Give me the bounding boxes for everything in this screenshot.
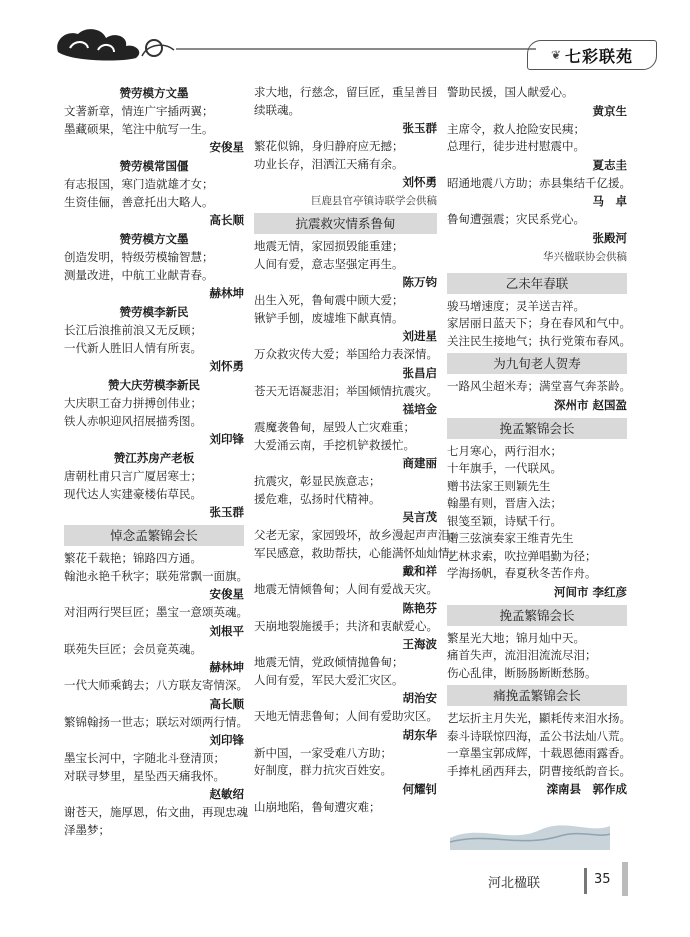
author-name: 吴言茂: [402, 510, 437, 524]
author-name: 高长顺: [209, 696, 244, 711]
couplet-line: 续联魂。: [254, 102, 300, 117]
author-name: 安俊星: [209, 587, 244, 601]
couplet-line: 联苑失巨匠；会员竟英魂。: [64, 641, 202, 656]
journal-name: 河北楹联: [488, 876, 541, 891]
contributor-note: 华兴楹联协会供稿: [543, 250, 627, 263]
author-name: 刘进星: [402, 329, 437, 343]
author-name: 戴和祥: [402, 564, 437, 578]
author-name: 胡治安: [402, 691, 437, 705]
couplet-line: 天崩地裂施援手；共济和衷献爱心。: [254, 618, 438, 633]
couplet-line: 十年旗手，一代联风。: [447, 461, 562, 475]
author-name: 张玉群: [402, 121, 437, 135]
couplet-line: 抗震灾，彰显民族意志；: [254, 474, 381, 488]
couplet-line: 地震无情，党政倾情抛鲁甸；: [254, 655, 404, 669]
couplet-line: 地震无情，家园损毁能重建；: [254, 239, 404, 253]
couplet-line: 地震无情倾鲁甸；人间有爱战天灾。: [254, 582, 438, 596]
couplet-line: 山崩地陷，鲁甸遭灾难；: [254, 799, 381, 814]
couplet-line: 痛首失声，流泪泪流流尽泪；: [447, 648, 597, 662]
couplet-line: 家居丽日蓝天下；身在春风和气中。: [447, 316, 631, 330]
section-banner: 悼念孟繁锦会长: [64, 525, 244, 546]
couplet-line: 繁花千载艳；锦路四方通。: [64, 551, 202, 565]
couplet-line: 墨藏硕果，笔注中航写一生。: [64, 121, 214, 136]
couplet-title: 赞劳模方文墨: [119, 86, 189, 100]
couplet-line: 文著新章，情连广宇插两翼；: [64, 104, 214, 118]
couplet-line: 一章墨宝郭成辉，十载恩德雨露香。: [447, 746, 631, 760]
author-name: 刘印锋: [209, 733, 244, 747]
author-name: 夏志圭: [592, 157, 627, 172]
couplet-line: 警助民援，国人献爱心。: [447, 85, 574, 99]
page-footer: [0, 860, 690, 937]
section-banner: 挽孟繁锦会长: [447, 418, 627, 439]
author-name: 张殿河: [592, 230, 627, 245]
section-title: 七彩联苑: [565, 46, 634, 66]
couplet-line: 好制度，群力抗灾百姓安。: [254, 763, 392, 777]
author-name: 滦南县 郭作成: [546, 782, 627, 796]
couplet-line: 人间有爱，意志坚强定再生。: [254, 256, 404, 271]
couplet-line: 翰墨有则，晋唐入法；: [447, 496, 562, 510]
author-name: 刘根平: [209, 623, 244, 638]
author-name: 刘印锋: [209, 432, 244, 446]
header-rule: [176, 48, 536, 50]
couplet-line: 繁花似锦，身归静府应无撼；: [254, 139, 404, 153]
couplet-line: 墨宝长河中，字随北斗登清顶；: [64, 751, 225, 765]
couplet-line: 求大地，行慈念，留巨匠，重呈善目: [254, 85, 438, 99]
couplet-line: 繁星光大地；锦月灿中天。: [447, 630, 585, 645]
couplet-line: 援危难，弘扬时代精神。: [254, 491, 381, 506]
couplet-title: 赞劳模李新民: [119, 305, 189, 319]
couplet-line: 苍天无语凝悲泪；举国倾情抗震灾。: [254, 383, 438, 398]
couplet-title: 赞江苏房产老板: [113, 451, 195, 465]
section-banner: 乙未年春联: [447, 273, 627, 294]
author-name: 商建丽: [402, 456, 437, 470]
couplet-line: 手捧札函西拜去，阴曹接纸韵音长。: [447, 763, 631, 778]
couplet-line: 赠三弦演奏家王维青先生: [447, 531, 574, 545]
footer-divider: [584, 868, 587, 894]
couplet-line: 大庆职工奋力拼搏创伟业；: [64, 396, 202, 410]
couplet-line: 鲁甸遭强震；灾民系党心。: [447, 212, 585, 226]
couplet-line: 艺坛折主月失光，顯耗传来泪水扬。: [447, 711, 631, 725]
couplet-line: 繁锦翰扬一世志；联坛对颂两行情。: [64, 714, 248, 729]
author-name: 安俊星: [209, 140, 244, 154]
author-name: 赫林坤: [209, 286, 244, 300]
couplet-line: 天地无情悲鲁甸；人间有爱助灾区。: [254, 709, 438, 723]
column-right: [447, 84, 631, 799]
couplet-line: 泽墨梦；: [64, 822, 110, 837]
couplet-title: 赞大庆劳模李新民: [108, 378, 200, 392]
section-banner: 为九旬老人贺寿: [447, 353, 627, 374]
couplet-line: 艺林求索，吹拉弹唱勤为径；: [447, 548, 597, 563]
page-header: [0, 0, 690, 80]
couplet-line: 现代达人实建豪楼佑草民。: [64, 486, 202, 501]
couplet-line: 创造发明，特级劳模输智慧；: [64, 250, 214, 264]
column-middle: [254, 84, 461, 816]
contributor-note: 巨鹿县官亭镇诗联学会供稿: [311, 195, 437, 207]
couplet-line: 唐朝杜甫只言广厦居寒士；: [64, 469, 202, 483]
couplet-line: 生资佳俪，善意托出大略人。: [64, 194, 214, 209]
author-name: 深州市 赵国盈: [553, 397, 627, 412]
couplet-line: 骏马增速度；灵羊送吉祥。: [447, 298, 585, 313]
couplet-line: 昭通地震八方助；赤县集结千亿援。: [447, 175, 631, 190]
couplet-line: 总理行，徒步进村慰震中。: [447, 139, 585, 153]
author-name: 王海波: [402, 637, 437, 651]
couplet-line: 铁人赤帜迎风招展描秀图。: [64, 413, 202, 428]
author-name: 马 卓: [592, 194, 627, 208]
author-name: 禚培金: [402, 402, 437, 416]
section-banner: 挽孟繁锦会长: [447, 605, 627, 626]
column-left: [64, 84, 248, 839]
ink-cloud-ornament-icon: [52, 22, 182, 64]
couplet-line: 锹铲手刨，废墟堆下献真情。: [254, 310, 404, 325]
couplet-line: 伤心乱律，断肠肠断断愁肠。: [447, 665, 597, 680]
author-name: 河间市 李红彦: [553, 584, 627, 599]
couplet-line: 新中国，一家受难八方助；: [254, 745, 392, 760]
couplet-line: 人间有爱，军民大爱汇灾区。: [254, 672, 404, 687]
couplet-line: 一代大师乘鹤去；八方联友寄情深。: [64, 678, 248, 692]
author-name: 张玉群: [209, 505, 244, 519]
couplet-line: 父老无家，家园毁坏，故乡漫起声声泪；: [254, 528, 461, 542]
page-number: 35: [594, 872, 611, 887]
couplet-line: 七月寒心，两行泪水；: [447, 443, 562, 458]
couplet-title: 赞劳模方文墨: [119, 232, 189, 246]
author-name: 张昌启: [402, 365, 437, 380]
couplet-line: 震魔袭鲁甸，屋毁人亡灾难重；: [254, 420, 415, 434]
couplet-line: 翰池永艳千秋字；联苑常飘一面旗。: [64, 568, 248, 583]
couplet-title: 赞劳模常国僵: [119, 159, 189, 173]
couplet-line: 测量改进，中航工业献青春。: [64, 267, 214, 282]
section-banner: 痛挽孟繁锦会长: [447, 685, 627, 706]
couplet-line: 学海扬帆，春夏秋冬苦作舟。: [447, 566, 597, 580]
couplet-line: 大爱涌云南，手挖机铲救援忙。: [254, 437, 415, 452]
couplet-line: 功业长存，泪洒江天痛有余。: [254, 156, 404, 171]
section-tag: [527, 40, 657, 70]
author-name: 黄京生: [592, 103, 627, 118]
page-edge-bar: [622, 862, 628, 896]
couplet-line: 一路风尘超米寿；满堂喜气奔茶龄。: [447, 379, 631, 393]
couplet-line: 一代新人胜旧人情有所衷。: [64, 340, 202, 355]
author-name: 刘怀勇: [209, 359, 244, 373]
author-name: 赵敏绍: [209, 787, 244, 801]
author-name: 何耀钊: [402, 781, 437, 796]
couplet-line: 万众救灾传大爱；举国给力表深情。: [254, 347, 438, 361]
author-name: 刘怀勇: [402, 175, 437, 189]
couplet-line: 有志报国，寒门造就雄才女；: [64, 177, 214, 191]
spacer: [447, 266, 627, 270]
couplet-line: 对联寻梦里，星坠西天痛我怀。: [64, 768, 225, 783]
water-splash-image: [450, 810, 610, 850]
couplet-line: 对泪两行哭巨匠；墨宝一意颂英魂。: [64, 605, 248, 619]
author-name: 高长顺: [209, 213, 244, 227]
couplet-line: 长江后浪推前浪又无反顾；: [64, 323, 202, 337]
couplet-line: 军民感意，救助帮扶，心能满怀灿灿情。: [254, 545, 461, 560]
leaf-icon: ❦: [550, 48, 562, 62]
couplet-line: 出生入死，鲁甸震中顾大爱；: [254, 293, 404, 307]
couplet-line: 谢苍天，施厚恩，佑文曲，再现忠魂: [64, 805, 248, 819]
couplet-line: 关注民生接地气；执行党策布春风。: [447, 333, 631, 348]
couplet-line: 泰斗诗联惊四海，孟公书法灿八荒。: [447, 728, 631, 743]
author-name: 胡东华: [402, 727, 437, 742]
couplet-line: 主席令，救人抢险安民痍；: [447, 121, 585, 136]
author-name: 赫林坤: [209, 660, 244, 674]
author-name: 陈万钧: [402, 275, 437, 289]
couplet-line: 赠书法家王则颖先生: [447, 478, 551, 493]
couplet-line: 银笺至颖，诗赋千行。: [447, 513, 562, 528]
author-name: 陈艳芬: [402, 600, 437, 615]
section-banner: 抗震救灾情系鲁甸: [254, 213, 437, 234]
